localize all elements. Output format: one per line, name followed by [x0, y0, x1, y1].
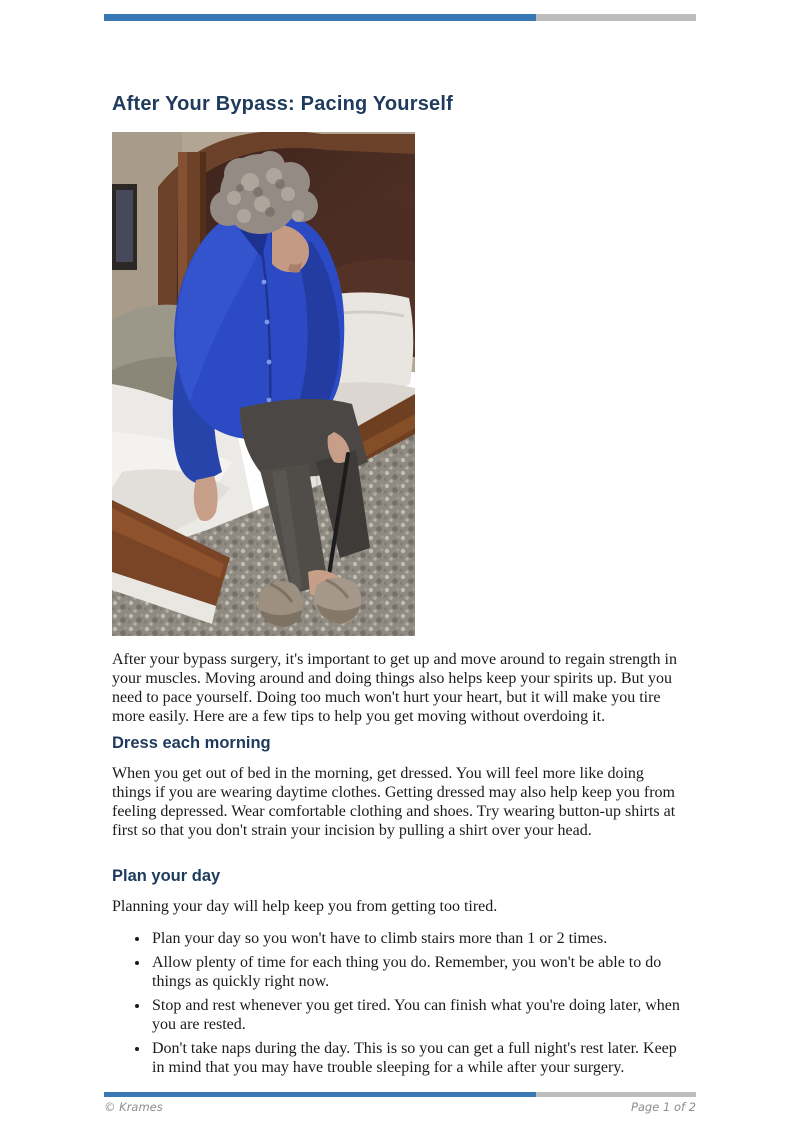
intro-paragraph: After your bypass surgery, it's important to get up and move around to regain strength in your muscles. Moving around and doing things also helps keep your spirits up. But you need to pace yourself. Doing too much won't hurt your heart, but it will make you tire more easily. Here are a few tips to help you get moving without overdoing it.: [112, 651, 677, 725]
bed-scene-illustration: [112, 132, 415, 636]
page-footer: [104, 1092, 696, 1114]
footer-text-row: [104, 1100, 696, 1114]
page-title: After Your Bypass: Pacing Yourself: [112, 93, 453, 115]
list-item: • Stop and rest whenever you get tired. You can finish what you're doing later, when you are rested.: [150, 996, 683, 1034]
patient-photo: [112, 132, 415, 636]
list-item: • Plan your day so you won't have to climb stairs more than 1 or 2 times.: [150, 929, 683, 948]
list-item: • Don't take naps during the day. This is so you can get a full night's rest later. Keep in mind that you may have trouble sleeping for a while after your surgery.: [150, 1039, 683, 1077]
plan-paragraph: Planning your day will help keep you from getting too tired.: [112, 898, 498, 915]
list-item: • Allow plenty of time for each thing you do. Remember, you won't be able to do things as quickly right now.: [150, 953, 683, 991]
top-divider-bar: [104, 14, 696, 21]
dress-paragraph: When you get out of bed in the morning, get dressed. You will feel more like doing things if you are wearing daytime clothes. Getting dressed may also help keep you from feeling depressed. Wear comfortable clothing and shoes. Try wearing button-up shirts at first so that you don't strain your incision by pulling a shirt over your head.: [112, 765, 676, 839]
plan-tips-list: [112, 929, 683, 1077]
section-heading-plan: Plan your day: [112, 867, 221, 885]
footer-divider-bar: [104, 1092, 696, 1097]
page-number: Page 1 of 2: [630, 1100, 696, 1114]
section-heading-dress: Dress each morning: [112, 734, 271, 752]
document-content: [104, 0, 696, 1082]
copyright-text: © Krames: [104, 1100, 163, 1114]
top-divider-bar-accent: [104, 14, 536, 21]
footer-divider-bar-accent: [104, 1092, 536, 1097]
